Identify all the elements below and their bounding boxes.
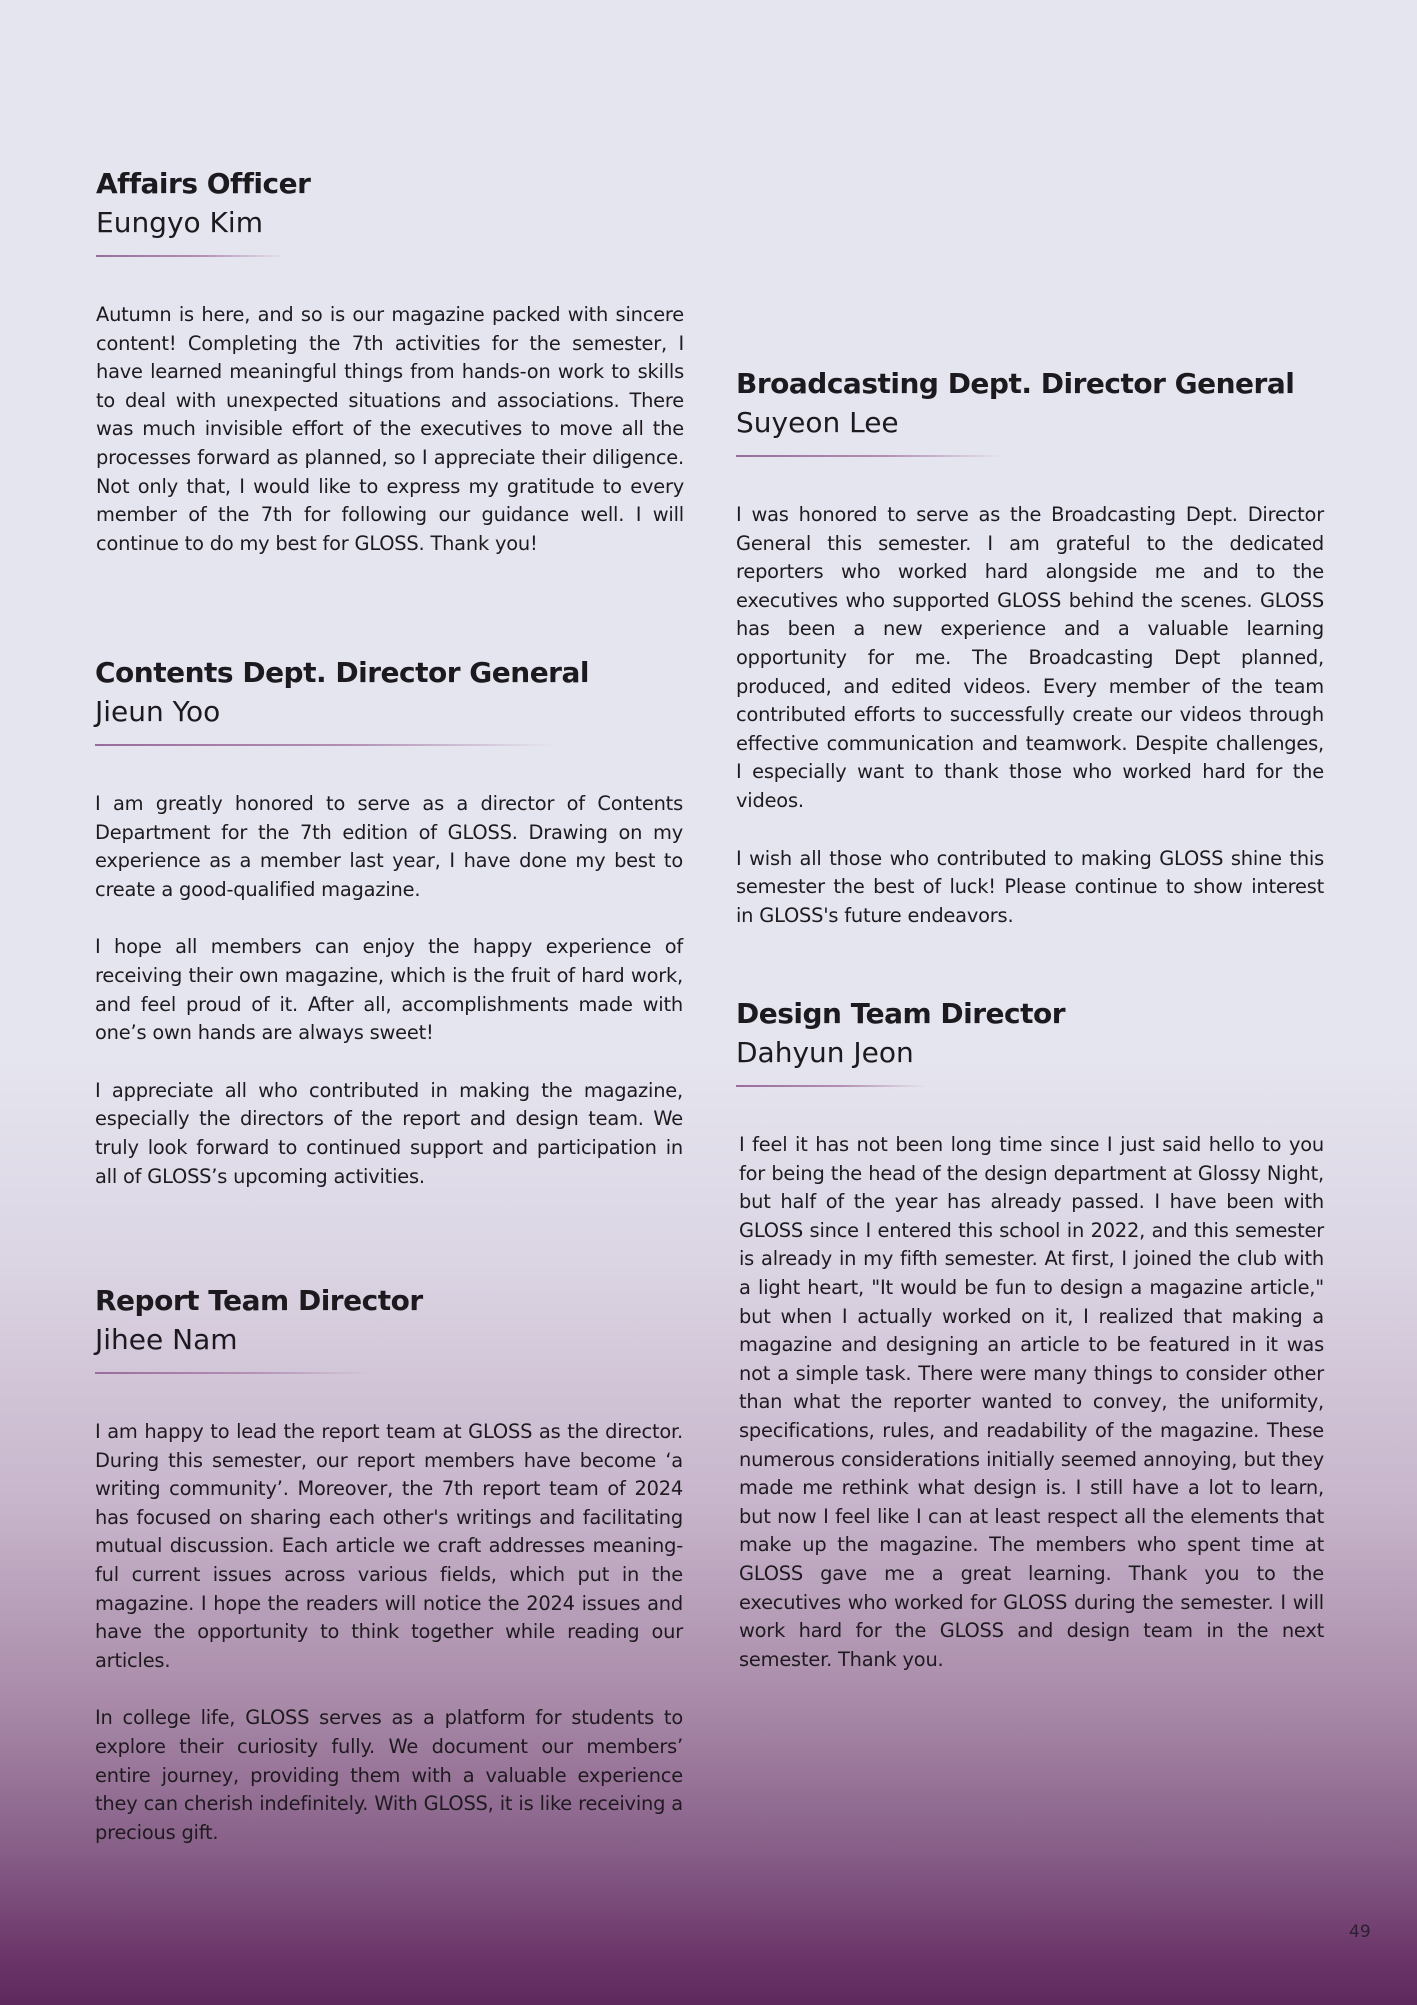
role-title: Contents Dept. Director General: [95, 656, 589, 689]
person-name: Jihee Nam: [95, 1323, 238, 1356]
paragraph: I hope all members can enjoy the happy experience of receiving their own magazine, which is the fruit of hard work, and feel proud of it. After all, accomplishments made with one’s own hands are always sweet!: [95, 935, 683, 1045]
person-name: Suyeon Lee: [736, 406, 899, 439]
person-name: Eungyo Kim: [96, 206, 263, 239]
paragraph: I appreciate all who contributed in making the magazine, especially the directors of the report and design team. We truly look forward to continued support and participation in all of GLOSS’s upcoming activities.: [95, 1078, 683, 1188]
role-title: Broadcasting Dept. Director General: [736, 367, 1295, 400]
section-body: [736, 501, 1324, 930]
divider-line: [95, 1372, 370, 1374]
person-name: Dahyun Jeon: [736, 1036, 914, 1069]
section-body: [736, 1131, 1324, 1674]
section-contents-director: [95, 655, 683, 1220]
role-title: Affairs Officer: [96, 167, 311, 200]
section-body: [96, 301, 684, 558]
divider-line: [736, 1085, 926, 1087]
section-body: [95, 1418, 683, 1847]
paragraph: I wish all those who contributed to making GLOSS shine this semester the best of luck! Please continue to show interest in GLOSS's future endeavors.: [736, 846, 1324, 927]
divider-line: [736, 455, 1006, 457]
person-name: Jieun Yoo: [95, 695, 221, 728]
divider-line: [95, 744, 555, 746]
role-title: Report Team Director: [95, 1284, 423, 1317]
role-title: Design Team Director: [736, 997, 1066, 1030]
section-body: [95, 790, 683, 1191]
section-affairs-officer: [96, 166, 684, 587]
paragraph: I feel it has not been long time since I just said hello to you for being the head of the design department at Glossy Night, but half of the year has already passed. I have been with GLOSS since I entered this school in 2022, and this semester is already in my fifth semester. At first, I joined the club with a light heart, "It would be fun to design a magazine article," but when I actually worked on it, I realized that making a magazine and designing an article to be featured in it was not a simple task. There were many things to consider other than what the reporter wanted to convey, the uniformity, specifications, rules, and readability of the magazine. These numerous considerations initially seemed annoying, but they made me rethink what design is. I still have a lot to learn, but now I feel like I can at least respect all the elements that make up the magazine. The members who spent time at GLOSS gave me a great learning. Thank you to the executives who worked for GLOSS during the semester. I will work hard for the GLOSS and design team in the next semester. Thank you.: [739, 1133, 1324, 1671]
section-report-director: [95, 1283, 683, 1876]
paragraph: In college life, GLOSS serves as a platform for students to explore their curiosity fully. We document our members’ entire journey, providing them with a valuable experience they can cherish indefinitely. With GLOSS, it is like receiving a precious gift.: [95, 1706, 683, 1844]
paragraph: I am happy to lead the report team at GLOSS as the director. During this semester, our report members have become ‘a writing community’. Moreover, the 7th report team of 2024 has focused on sharing each other's writings and facilitating mutual discussion. Each article we craft addresses meaning-ful current issues across various fields, which put in the magazine. I hope the readers will notice the 2024 issues and have the opportunity to think together while reading our articles.: [95, 1420, 683, 1672]
paragraph: I am greatly honored to serve as a director of Contents Department for the 7th edition of GLOSS. Drawing on my experience as a member last year, I have done my best to create a good-qualified magazine.: [95, 792, 683, 901]
section-broadcasting-director: [736, 366, 1324, 959]
section-design-director: [736, 996, 1324, 1703]
paragraph: Autumn is here, and so is our magazine packed with sincere content! Completing the 7th activities for the semester, I have learned meaningful things from hands-on work to skills to deal with unexpected situations and associations. There was much invisible effort of the executives to move all the processes forward as planned, so I appreciate their diligence. Not only that, I would like to express my gratitude to every member of the 7th for following our guidance well. I will continue to do my best for GLOSS. Thank you!: [96, 303, 684, 555]
paragraph: I was honored to serve as the Broadcasting Dept. Director General this semester. I am grateful to the dedicated reporters who worked hard alongside me and to the executives who supported GLOSS behind the scenes. GLOSS has been a new experience and a valuable learning opportunity for me. The Broadcasting Dept planned, produced, and edited videos. Every member of the team contributed efforts to successfully create our videos through effective communication and teamwork. Despite challenges, I especially want to thank those who worked hard for the videos.: [736, 503, 1324, 812]
page-number: 49: [1349, 1922, 1371, 1942]
divider-line: [96, 255, 286, 257]
